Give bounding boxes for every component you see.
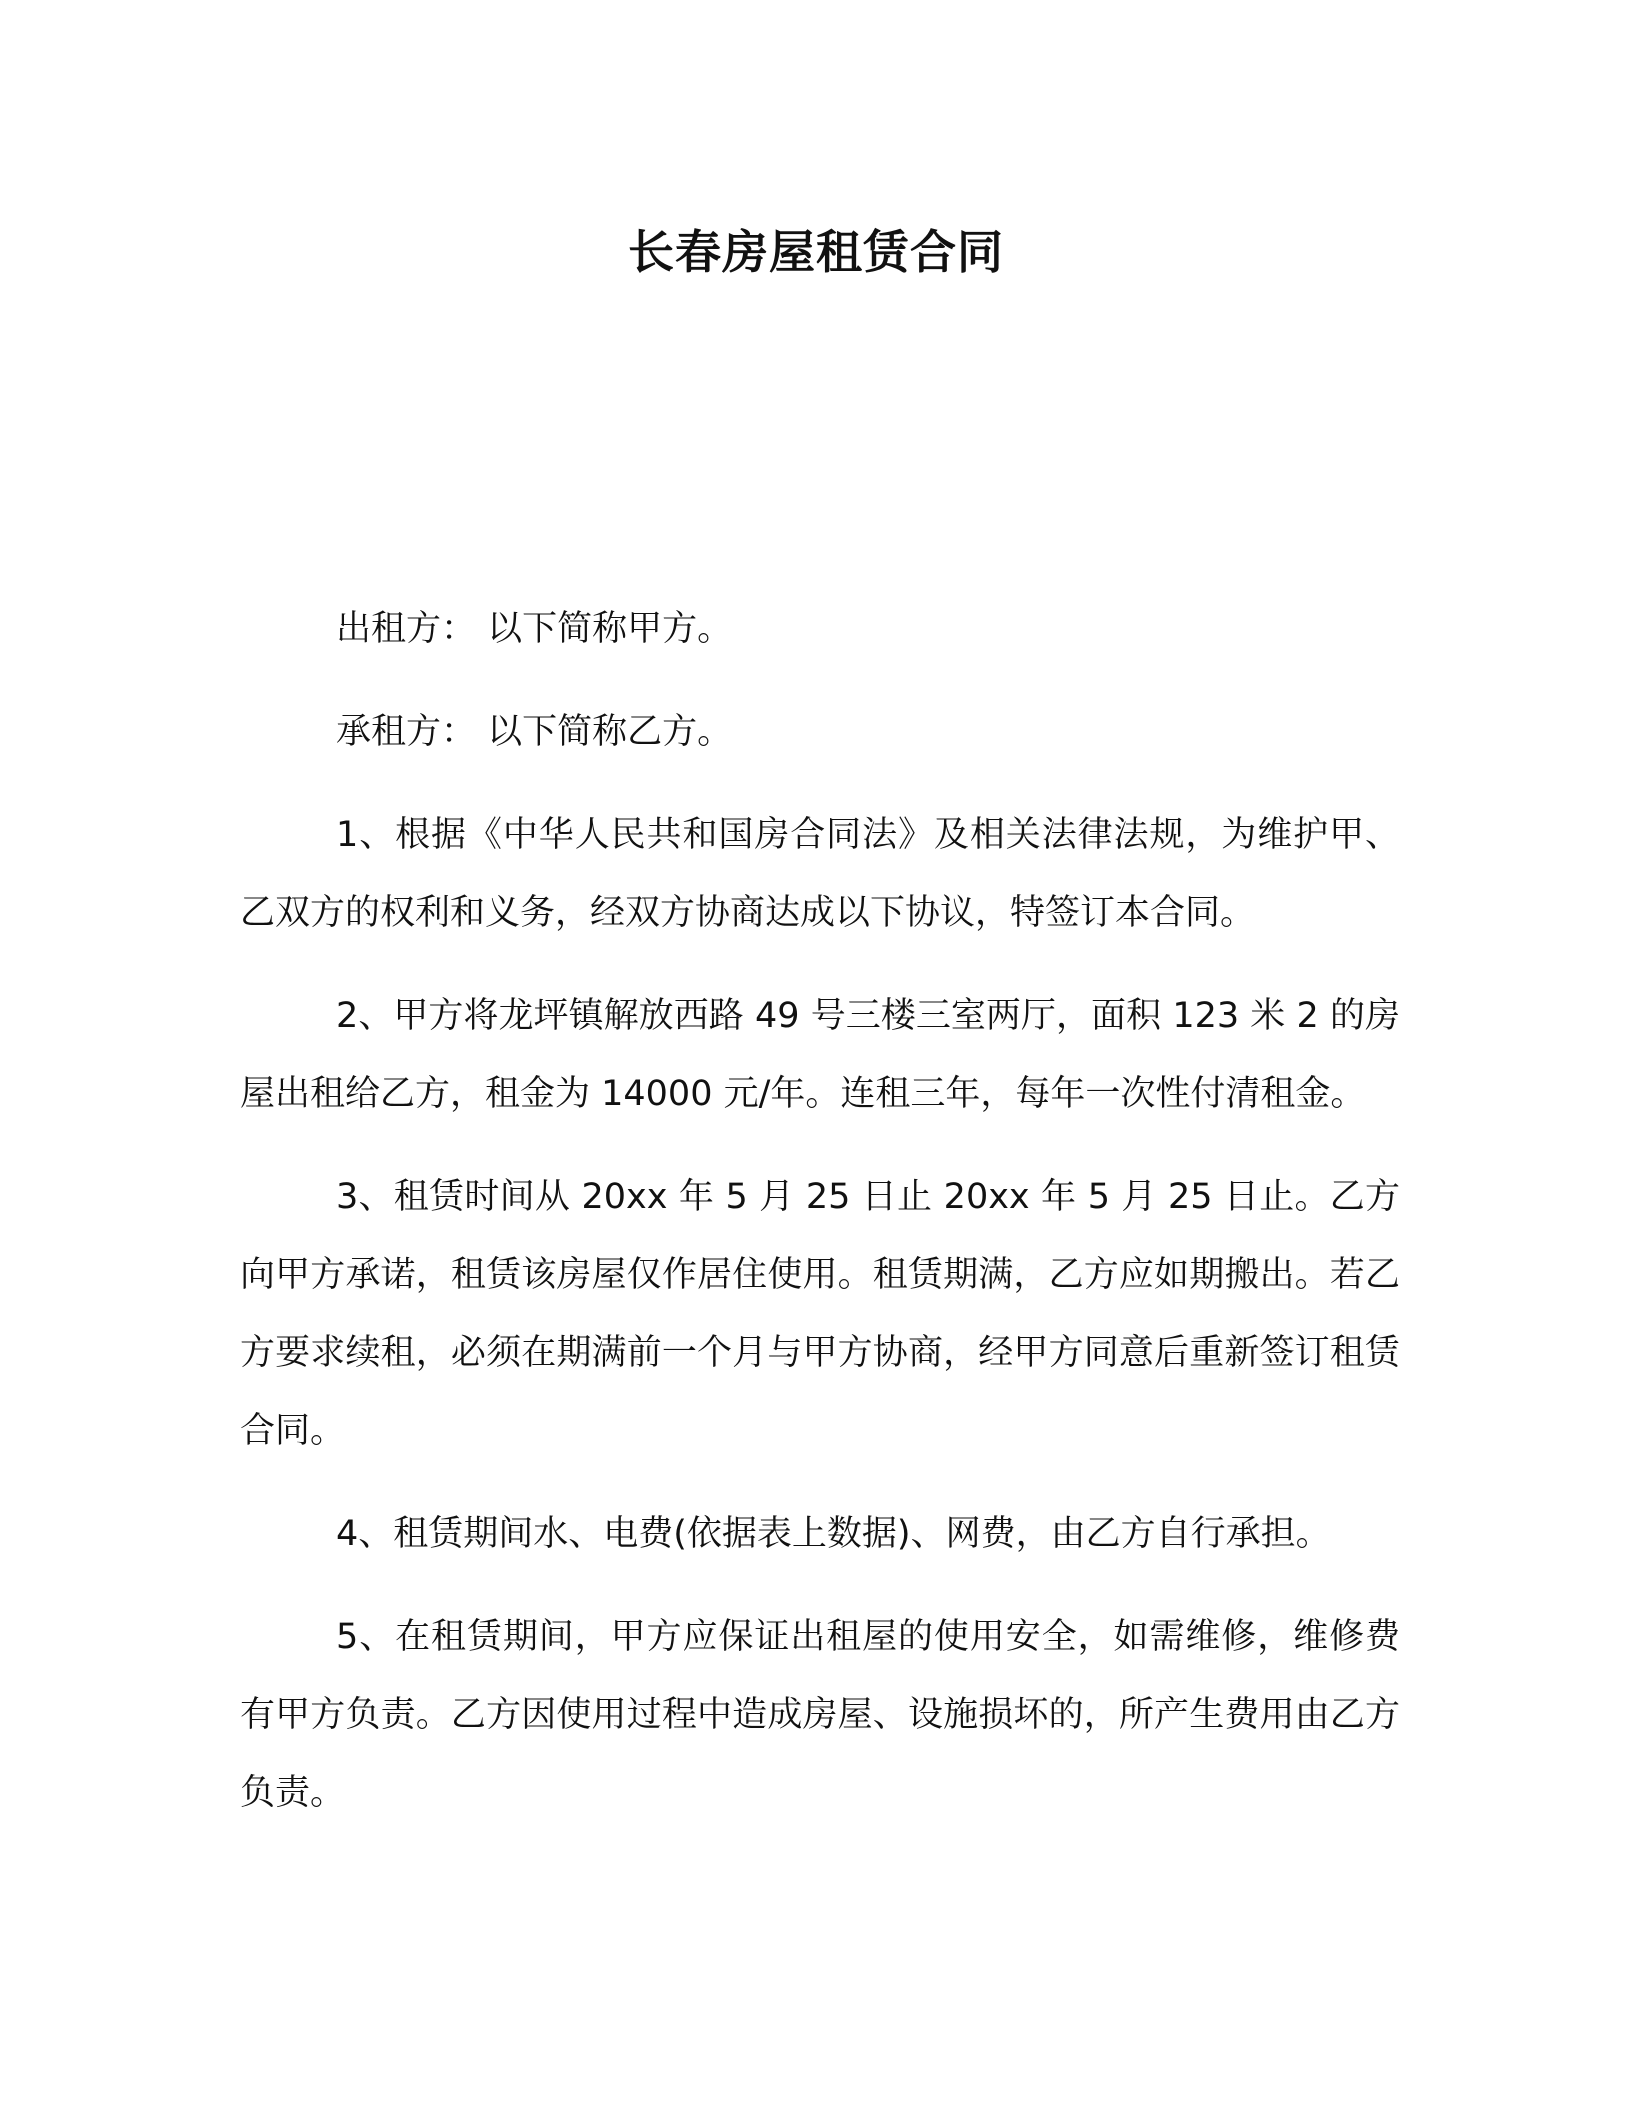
paragraph-clause-2: 2、甲方将龙坪镇解放西路 49 号三楼三室两厅，面积 123 米 2 的房屋出租给乙方，租金为 14000 元/年。连租三年，每年一次性付清租金。 [240, 996, 1400, 1114]
paragraph-clause-5: 5、在租赁期间，甲方应保证出租屋的使用安全，如需维修，维修费有甲方负责。乙方因使用过程中造成房屋、设施损坏的，所产生费用由乙方负责。 [240, 1617, 1400, 1813]
paragraph-clause-4: 4、租赁期间水、电费(依据表上数据)、网费，由乙方自行承担。 [336, 1514, 1331, 1554]
paragraph-lessee: 承租方： 以下简称乙方。 [336, 712, 733, 752]
paragraph-clause-1: 1、根据《中华人民共和国房合同法》及相关法律法规，为维护甲、乙双方的权利和义务，经双方协商达成以下协议，特签订本合同。 [240, 815, 1400, 933]
document-body [240, 590, 1400, 1857]
paragraph-lessor: 出租方： 以下简称甲方。 [336, 609, 733, 649]
paragraph-clause-3: 3、租赁时间从 20xx 年 5 月 25 日止 20xx 年 5 月 25 日止。乙方向甲方承诺，租赁该房屋仅作居住使用。租赁期满，乙方应如期搬出。若乙方要求续租，必须在期满前一个月与甲方协商，经甲方同意后重新签订租赁合同。 [240, 1177, 1400, 1451]
document-title: 长春房屋租赁合同 [628, 225, 1004, 279]
